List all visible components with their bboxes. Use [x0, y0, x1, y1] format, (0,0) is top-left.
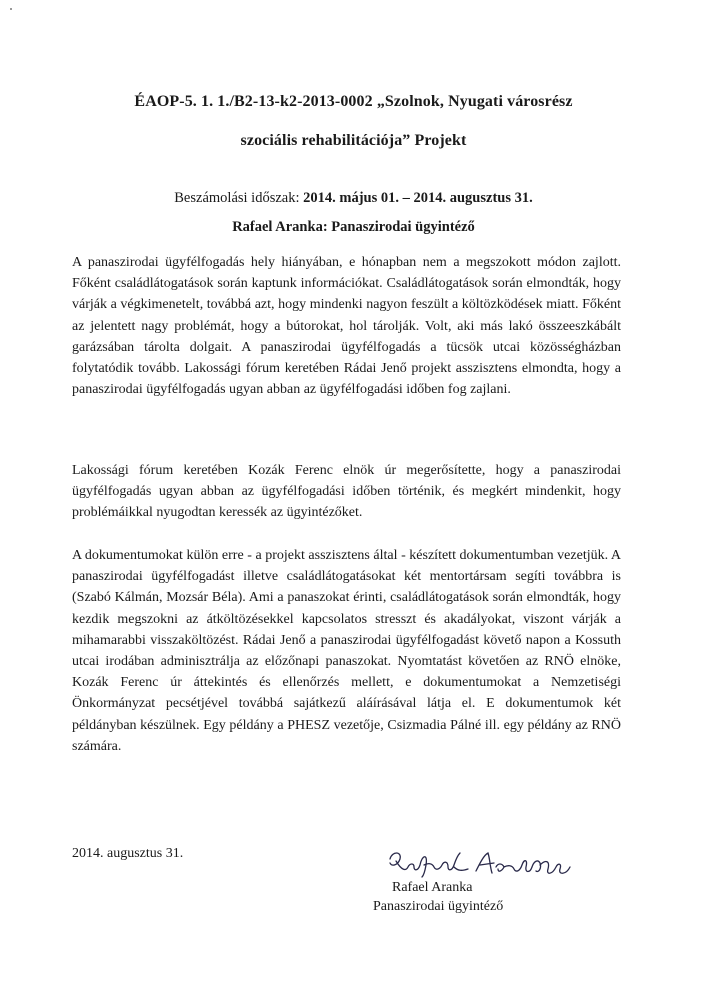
paragraph-1: A panaszirodai ügyfélfogadás hely hiányában, e hónapban nem a megszokott módon zajlott. Főként családlátogatások során kaptunk információkat. Családlátogatások során elmondták, hogy várják a végkimenetelt, továbbá azt, hogy mindenki nagyon feszült a költözködések miatt. Főként az jelentett nagy problémát, hogy a bútorokat, hol tárolják. Volt, aki más lakó összeeszkábált garázsában tárolta dolgait. A panaszirodai ügyfélfogadás a tücsök utcai közösségházban folytatódik tovább. Lakossági fórum keretében Rádai Jenő projekt asszisztens elmondta, hogy a panaszirodai ügyfélfogadás ugyan abban az ügyfélfogadási időben fog zajlani.: [72, 255, 621, 398]
project-title-line1: ÉAOP-5. 1. 1./B2-13-k2-2013-0002 „Szolnok, Nyugati városrész: [134, 93, 573, 110]
project-title-line2: szociális rehabilitációja” Projekt: [240, 132, 467, 149]
signer-role: Panaszirodai ügyintéző: [373, 899, 504, 914]
reporting-period-label: Beszámolási időszak:: [174, 190, 304, 206]
handwritten-signature: [380, 845, 580, 885]
document-date: 2014. augusztus 31.: [72, 846, 184, 861]
author-heading: Rafael Aranka: Panaszirodai ügyintéző: [232, 219, 475, 235]
reporting-period-value: 2014. május 01. – 2014. augusztus 31.: [303, 190, 533, 206]
paragraph-3: A dokumentumokat külön erre - a projekt asszisztens által - készített dokumentumban vezetjük. A panaszirodai ügyfélfogadást illetve családlátogatásokat két mentortársam segíti továbbra is (Szabó Kálmán, Mozsár Béla). Ami a panaszokat érinti, családlátogatások során elmondták, hogy kezdik megszokni az átköltözésekkel kapcsolatos stresszt és akadályokat, viszont várják a mihamarabbi visszaköltözést. Rádai Jenő a panaszirodai ügyfélfogadást követő napon a Kossuth utcai irodában adminisztrálja az előzőnapi panaszokat. Nyomtatást követően az RNÖ elnöke, Kozák Ferenc úr áttekintés és ellenőrzés mellett, e dokumentumokat a Nemzetiségi Önkormányzat pecsétjével továbbá sajátkezű aláírásával látja el. E dokumentumok két példányban készülnek. Egy példány a PHESZ vezetője, Csizmadia Pálné ill. egy példány az RNÖ számára.: [72, 548, 621, 754]
signer-name: Rafael Aranka: [392, 880, 473, 895]
reporting-period: [60, 190, 647, 207]
scan-artifact: [10, 8, 12, 10]
paragraph-2: Lakossági fórum keretében Kozák Ferenc elnök úr megerősítette, hogy a panaszirodai ügyfélfogadás ugyan abban az ügyfélfogadási időben történik, és megkért mindenkit, hogy problémáikkal nyugodtan keressék az ügyintézőket.: [72, 463, 621, 521]
